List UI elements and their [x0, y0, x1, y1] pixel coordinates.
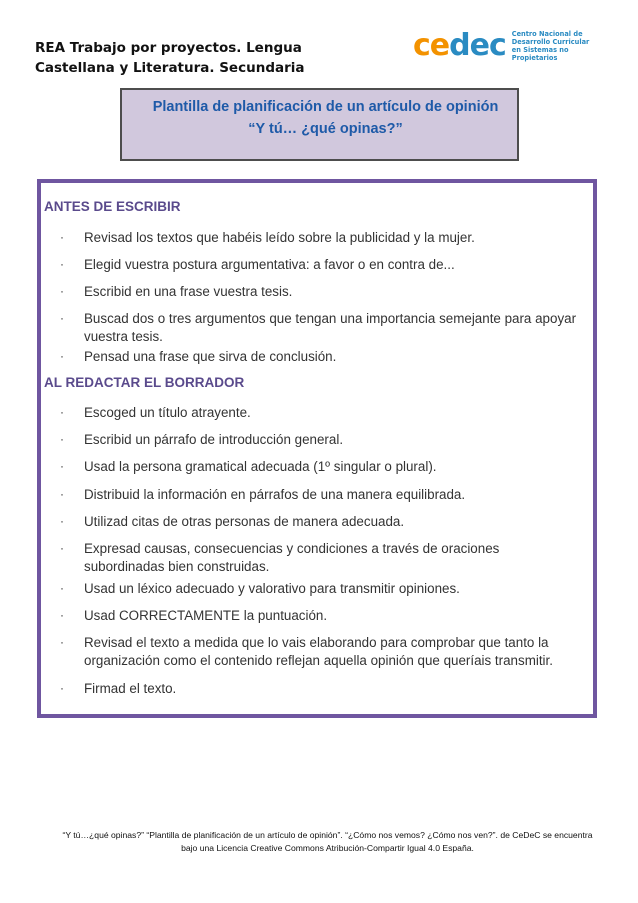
checklist-item-text: Usad CORRECTAMENTE la puntuación.: [84, 608, 328, 623]
checklist-item: [60, 634, 580, 669]
checklist-item: [60, 310, 580, 345]
checklist-item: [60, 431, 580, 449]
checklist-item: [60, 458, 580, 476]
bullet-icon: ·: [60, 487, 64, 501]
header-line-2: Castellana y Literatura. Secundaria: [35, 60, 305, 76]
header-line-1: REA Trabajo por proyectos. Lengua: [35, 40, 302, 56]
checklist-item-text: Buscad dos o tres argumentos que tengan una importancia semejante para apoyar vuestra tesis.: [84, 311, 577, 344]
checklist-item: [60, 348, 580, 366]
cedec-logo: [413, 26, 613, 66]
checklist-item-text: Usad un léxico adecuado y valorativo para transmitir opiniones.: [84, 581, 460, 596]
checklist-item-text: Revisad el texto a medida que lo vais elaborando para comprobar que tanto la organización como el contenido reflejan aquella opinión que queríais transmitir.: [84, 635, 553, 668]
logo-caption: [512, 30, 613, 62]
bullet-icon: ·: [60, 230, 64, 244]
checklist-item-text: Firmad el texto.: [84, 681, 177, 696]
checklist-item-text: Revisad los textos que habéis leído sobre la publicidad y la mujer.: [84, 230, 475, 245]
checklist-item: [60, 229, 580, 247]
bullet-icon: ·: [60, 459, 64, 473]
checklist-item: [60, 256, 580, 274]
section-heading: AL REDACTAR EL BORRADOR: [44, 375, 245, 390]
checklist-item-text: Escoged un título atrayente.: [84, 405, 251, 420]
bullet-icon: ·: [60, 608, 64, 622]
logo-word: cedec: [413, 28, 506, 63]
bullet-icon: ·: [60, 405, 64, 419]
checklist-item-text: Escribid en una frase vuestra tesis.: [84, 284, 293, 299]
title-line-1: Plantilla de planificación de un artículo de opinión: [152, 99, 499, 115]
title-line-2: “Y tú… ¿qué opinas?”: [248, 121, 403, 137]
checklist-item-text: Expresad causas, consecuencias y condiciones a través de oraciones subordinadas bien construidas.: [84, 541, 500, 574]
bullet-icon: ·: [60, 541, 64, 555]
checklist-item: [60, 486, 580, 504]
bullet-icon: ·: [60, 581, 64, 595]
checklist-item-text: Elegid vuestra postura argumentativa: a favor o en contra de...: [84, 257, 455, 272]
bullet-icon: ·: [60, 432, 64, 446]
bullet-icon: ·: [60, 257, 64, 271]
license-footer: [40, 829, 615, 855]
title-box: [120, 88, 519, 161]
checklist-item: [60, 404, 580, 422]
checklist-item-text: Pensad una frase que sirva de conclusión.: [84, 349, 337, 364]
bullet-icon: ·: [60, 311, 64, 325]
checklist-item: [60, 540, 580, 575]
logo-wordmark: [413, 28, 506, 63]
logo-caption-line-1: Centro Nacional de: [511, 30, 583, 38]
footer-line-1: “Y tú…¿qué opinas?” “Plantilla de planificación de un artículo de opinión”. “¿Cómo nos vemos? ¿Cómo nos ven?”. de CeDeC se encuentra: [62, 830, 593, 840]
bullet-icon: ·: [60, 349, 64, 363]
checklist-item: [60, 607, 580, 625]
section-heading: ANTES DE ESCRIBIR: [44, 199, 181, 214]
bullet-icon: ·: [60, 635, 64, 649]
checklist-item-text: Distribuid la información en párrafos de una manera equilibrada.: [84, 487, 466, 502]
logo-caption-line-2: Desarrollo Curricular: [511, 38, 590, 46]
checklist-item-text: Escribid un párrafo de introducción general.: [84, 432, 344, 447]
checklist-item: [60, 580, 580, 598]
bullet-icon: ·: [60, 514, 64, 528]
footer-line-2: bajo una Licencia Creative Commons Atribución-Compartir Igual 4.0 España.: [181, 843, 474, 853]
checklist-item: [60, 283, 580, 301]
checklist-item-text: Usad la persona gramatical adecuada (1º singular o plural).: [84, 459, 437, 474]
bullet-icon: ·: [60, 681, 64, 695]
bullet-icon: ·: [60, 284, 64, 298]
checklist-item-text: Utilizad citas de otras personas de manera adecuada.: [84, 514, 405, 529]
checklist-item: [60, 680, 580, 698]
document-header: [35, 38, 315, 78]
logo-caption-line-3: en Sistemas no Propietarios: [511, 46, 569, 62]
checklist-item: [60, 513, 580, 531]
